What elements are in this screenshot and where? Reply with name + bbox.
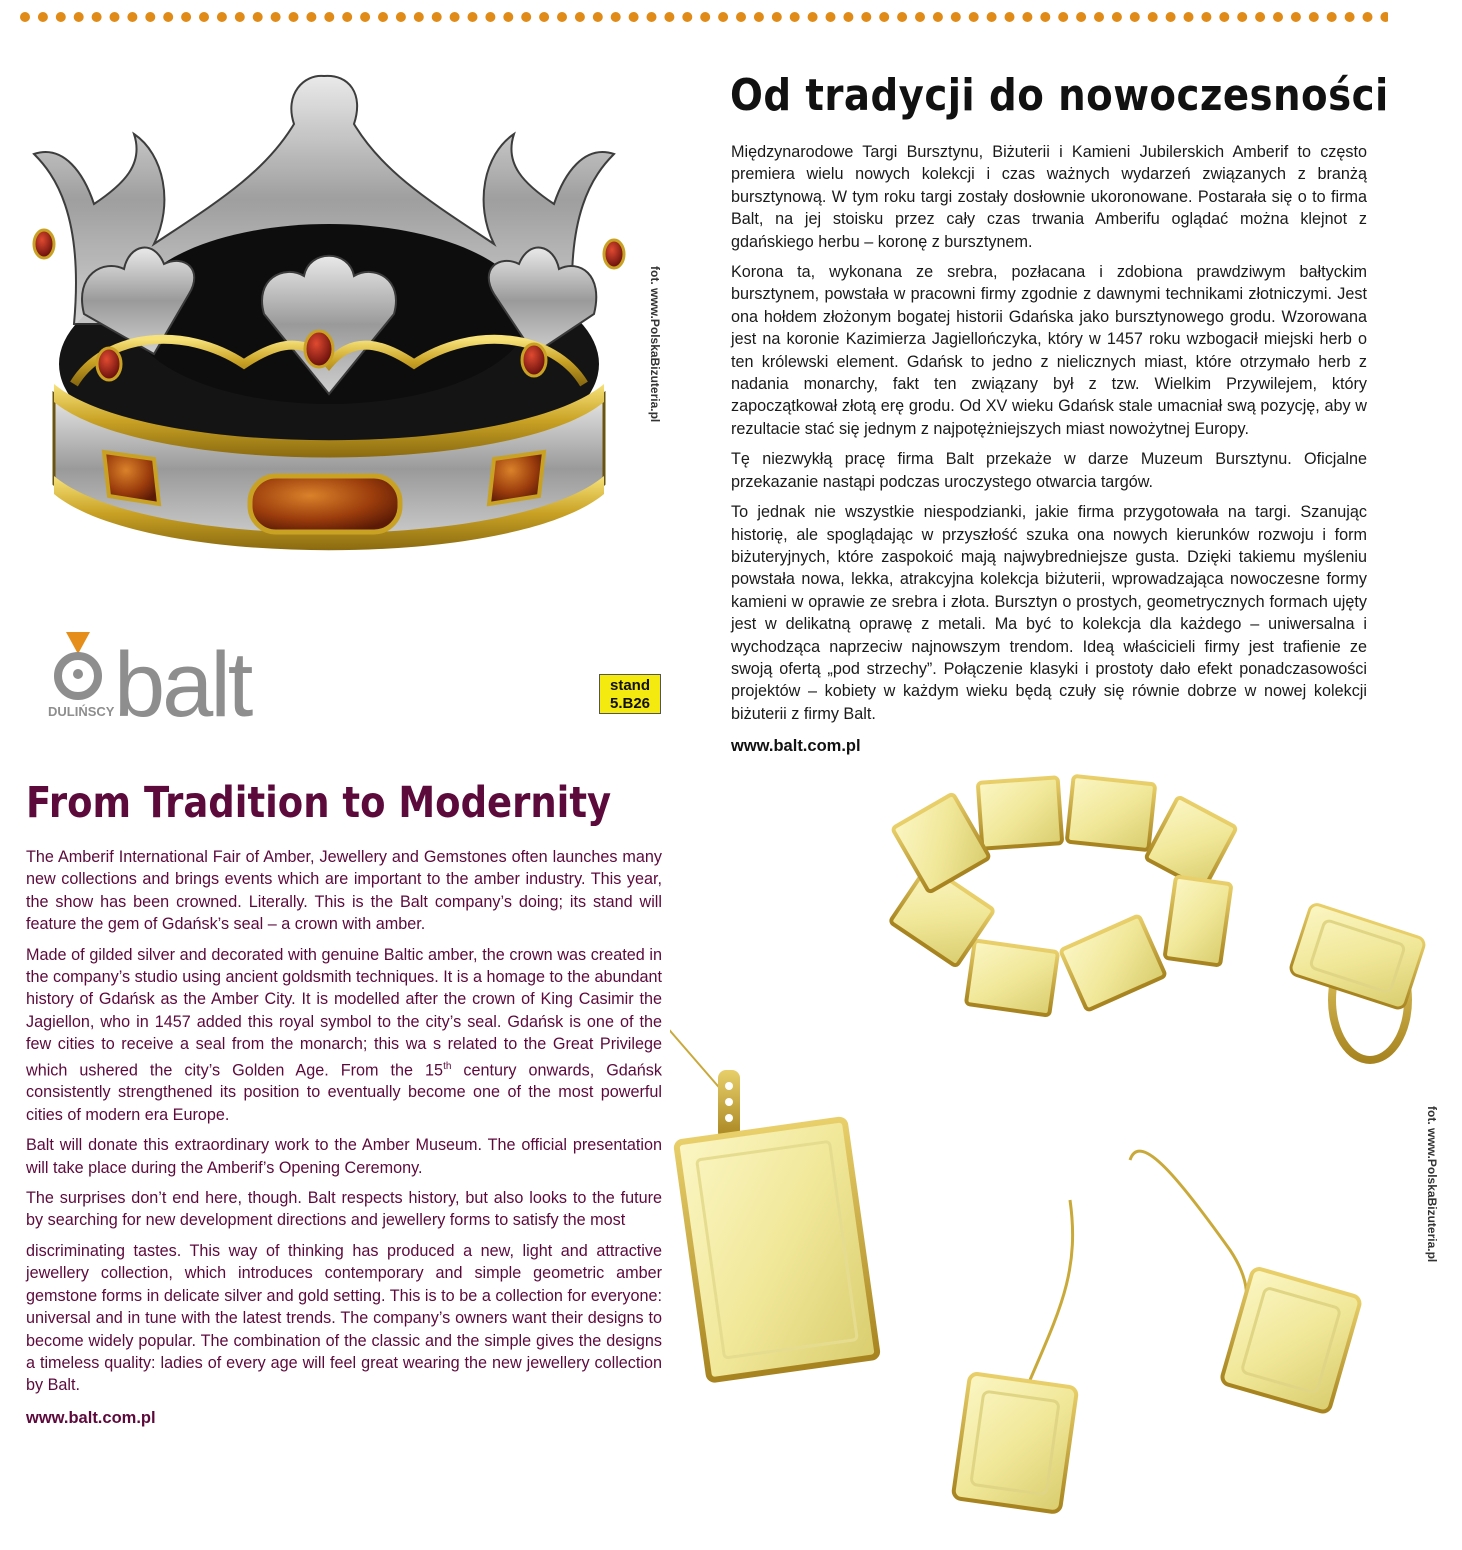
decorative-dot xyxy=(235,12,245,22)
english-title: From Tradition to Modernity xyxy=(26,778,612,828)
english-paragraph: Made of gilded silver and decorated with genuine Baltic amber, the crown was created in the company’s studio using ancient goldsmith techniques. It is a homage to the abundant history of Gdańsk as the Amber City. It is modelled after the crown of King Casimir the Jagiellon, who in 1457 added this royal symbol to the city’s seal. Gdańsk is one of the few cities to receive a seal from the monarch; this wa s related to the Great Privilege which ushered the city’s Golden Age. From the 15th century onwards, Gdańsk consistently strengthened its position to eventually become one of the most powerful cities of modern era Europe. xyxy=(26,945,662,1124)
decorative-dot xyxy=(199,12,209,22)
decorative-dot xyxy=(521,12,531,22)
polish-website-link[interactable]: www.balt.com.pl xyxy=(731,737,861,756)
amber-jewelry-photo xyxy=(670,770,1462,1550)
stand-badge xyxy=(599,674,661,714)
decorative-dot xyxy=(1076,12,1086,22)
decorative-dot xyxy=(1345,12,1355,22)
photo-credit: fot. www.PolskaBizuteria.pl xyxy=(648,266,662,423)
decorative-dot xyxy=(253,12,263,22)
decorative-dot xyxy=(74,12,84,22)
polish-article xyxy=(731,141,1367,758)
decorative-dot xyxy=(593,12,603,22)
decorative-dot xyxy=(1327,12,1337,22)
stand-label: stand xyxy=(609,677,650,694)
decorative-dot xyxy=(861,12,871,22)
decorative-dot xyxy=(772,12,782,22)
decorative-dot xyxy=(1040,12,1050,22)
decorative-dot xyxy=(324,12,334,22)
decorative-dot xyxy=(1363,12,1373,22)
photo-credit: fot. www.PolskaBizuteria.pl xyxy=(1425,1106,1439,1263)
decorative-dot xyxy=(1291,12,1301,22)
decorative-dot xyxy=(414,12,424,22)
polish-paragraph: Tę niezwykłą pracę firma Balt przekaże w darze Muzeum Bursztynu. Oficjalne przekazanie nastąpi podczas uroczystego otwarcia targów. xyxy=(731,450,1367,491)
decorative-dot xyxy=(20,12,30,22)
crown-photo xyxy=(14,64,664,584)
decorative-dot xyxy=(1058,12,1068,22)
english-paragraph: The Amberif International Fair of Amber, Jewellery and Gemstones often launches many new collections and brings events which are important to the amber industry. This year, the show has been crowned. Literally. This is the Balt company’s doing; its stand will feature the gem of Gdańsk’s seal – a crown with amber. xyxy=(26,848,662,934)
decorative-dot xyxy=(718,12,728,22)
english-paragraph: discriminating tastes. This way of thinking has produced a new, light and attractive jewellery collection, which introduces contemporary and simple geometric amber gemstone forms in delicate silver and gold setting. This is to be a collection for everyone: universal and in tune with the latest trends. The company’s owners want their designs to become widely popular. The combination of the classic and the simple gives the designs a timeless quality: ladies of every age will feel great wearing the new jewellery collection by Balt. xyxy=(26,1241,662,1395)
decorative-dot xyxy=(969,12,979,22)
decorative-dot xyxy=(1148,12,1158,22)
decorative-dot xyxy=(611,12,621,22)
decorative-dot xyxy=(56,12,66,22)
decorative-dot xyxy=(289,12,299,22)
decorative-dot xyxy=(539,12,549,22)
decorative-dot xyxy=(933,12,943,22)
decorative-dot xyxy=(664,12,674,22)
english-paragraph: Balt will donate this extraordinary work to the Amber Museum. The official presentation will take place during the Amberif’s Opening Ceremony. xyxy=(26,1136,662,1177)
polish-title: Od tradycji do nowoczesności xyxy=(730,70,1389,121)
decorative-dot xyxy=(915,12,925,22)
decorative-dot xyxy=(1380,12,1388,22)
decorative-dot xyxy=(1094,12,1104,22)
decorative-dot xyxy=(1255,12,1265,22)
english-article xyxy=(26,846,662,1429)
decorative-dot xyxy=(1309,12,1319,22)
decorative-dot xyxy=(127,12,137,22)
decorative-dot xyxy=(629,12,639,22)
decorative-dot xyxy=(826,12,836,22)
decorative-dot xyxy=(1201,12,1211,22)
decorative-dot xyxy=(647,12,657,22)
decorative-dot xyxy=(378,12,388,22)
decorative-dot xyxy=(736,12,746,22)
decorative-dot xyxy=(951,12,961,22)
decorative-dot xyxy=(575,12,585,22)
decorative-dot xyxy=(181,12,191,22)
decorative-dot xyxy=(1219,12,1229,22)
decorative-dot xyxy=(432,12,442,22)
logo-sub: DULIŃSCY xyxy=(48,704,115,719)
stand-number: 5.B26 xyxy=(609,695,651,712)
decorative-dot xyxy=(879,12,889,22)
decorative-dot xyxy=(987,12,997,22)
decorative-dot xyxy=(1273,12,1283,22)
decorative-dot xyxy=(1112,12,1122,22)
decorative-dot xyxy=(306,12,316,22)
decorative-dot xyxy=(700,12,710,22)
decorative-dot xyxy=(503,12,513,22)
decorative-dot xyxy=(468,12,478,22)
english-website-link[interactable]: www.balt.com.pl xyxy=(26,1408,156,1427)
decorative-dot xyxy=(1130,12,1140,22)
decorative-dot xyxy=(897,12,907,22)
decorative-dot xyxy=(790,12,800,22)
decorative-dot xyxy=(396,12,406,22)
decorative-dot xyxy=(342,12,352,22)
decorative-dot xyxy=(163,12,173,22)
logo-wordmark: balt xyxy=(114,634,251,722)
decorative-dot xyxy=(754,12,764,22)
decorative-dot xyxy=(1005,12,1015,22)
decorative-dot xyxy=(217,12,227,22)
polish-paragraph: Korona ta, wykonana ze srebra, pozłacana i zdobiona prawdziwym bałtyckim bursztynem, powstała w pracowni firmy zgodnie z dawnymi technikami złotniczymi. Jest ona hołdem złożonym bogatej historii Gdańska jako bursztynowego grodu. Wzorowana jest na koronie Kazimierza Jagiellończyka, który w 1457 roku wzbogacił miejski herb o ten królewski element. Gdańsk to jedno z nielicznych miast, które otrzymało herb z nadania monarchy, fakt ten związany był z tzw. Wielkim Przywilejem, który zapoczątkował złotą erę grodu. Od XV wieku Gdańsk stale umacniał swą pozycję, aby w rezultacie stać się jednym z najpotężniejszych miast nowożytnej Europy. xyxy=(731,263,1367,438)
decorative-dot xyxy=(1184,12,1194,22)
dotted-rule xyxy=(18,10,1388,24)
balt-logo xyxy=(46,630,296,722)
decorative-dot xyxy=(682,12,692,22)
logo-orange-triangle xyxy=(66,632,90,654)
decorative-dot xyxy=(271,12,281,22)
decorative-dot xyxy=(1237,12,1247,22)
decorative-dot xyxy=(843,12,853,22)
decorative-dot xyxy=(1022,12,1032,22)
decorative-dot xyxy=(92,12,102,22)
decorative-dot xyxy=(1166,12,1176,22)
decorative-dot xyxy=(360,12,370,22)
decorative-dot xyxy=(38,12,48,22)
decorative-dot xyxy=(110,12,120,22)
decorative-dot xyxy=(808,12,818,22)
decorative-dot xyxy=(485,12,495,22)
decorative-dot xyxy=(450,12,460,22)
polish-paragraph: To jednak nie wszystkie niespodzianki, jakie firma przygotowała na targi. Szanując historię, ale spoglądając w przyszłość szuka ona nowych kierunków rozwoju i form biżuteryjnych, które zaspokoić mają najwybredniejsze gusta. Dzięki takiemu myśleniu powstała nowa, lekka, atrakcyjna kolekcja biżuterii, wprowadzająca nowoczesne formy kamieni w oprawie ze srebra i złota. Bursztyn o prostych, geometrycznych formach ujęty jest w delikatną oprawę z metali. Ma być to kolekcja dla każdego – uniwersalna i wychodząca naprzeciw najnowszym trendom. Ideą właścicieli firmy jest trafienie ze swoją ofertą „pod strzechy”. Połączenie klasyki i prostoty dało efekt ponadczasowości projektów – kobiety w każdym wieku będą czuły się równie dobrze w nowej kolekcji biżuterii z firmy Balt. xyxy=(731,503,1367,723)
english-paragraph: The surprises don’t end here, though. Balt respects history, but also looks to the future by searching for new development directions and jewellery forms to satisfy the most xyxy=(26,1189,662,1230)
polish-paragraph: Międzynarodowe Targi Bursztynu, Biżuterii i Kamieni Jubilerskich Amberif to często premiera wielu nowych kolekcji i czas ważnych wydarzeń związanych z branżą bursztynową. W tym roku targi zostały dosłownie ukoronowane. Postarała się o to firma Balt, na jej stoisku przez cały czas trwania Amberifu oglądać można klejnot z gdańskiego herbu – koronę z bursztynem. xyxy=(731,143,1367,251)
decorative-dot xyxy=(557,12,567,22)
decorative-dot xyxy=(145,12,155,22)
